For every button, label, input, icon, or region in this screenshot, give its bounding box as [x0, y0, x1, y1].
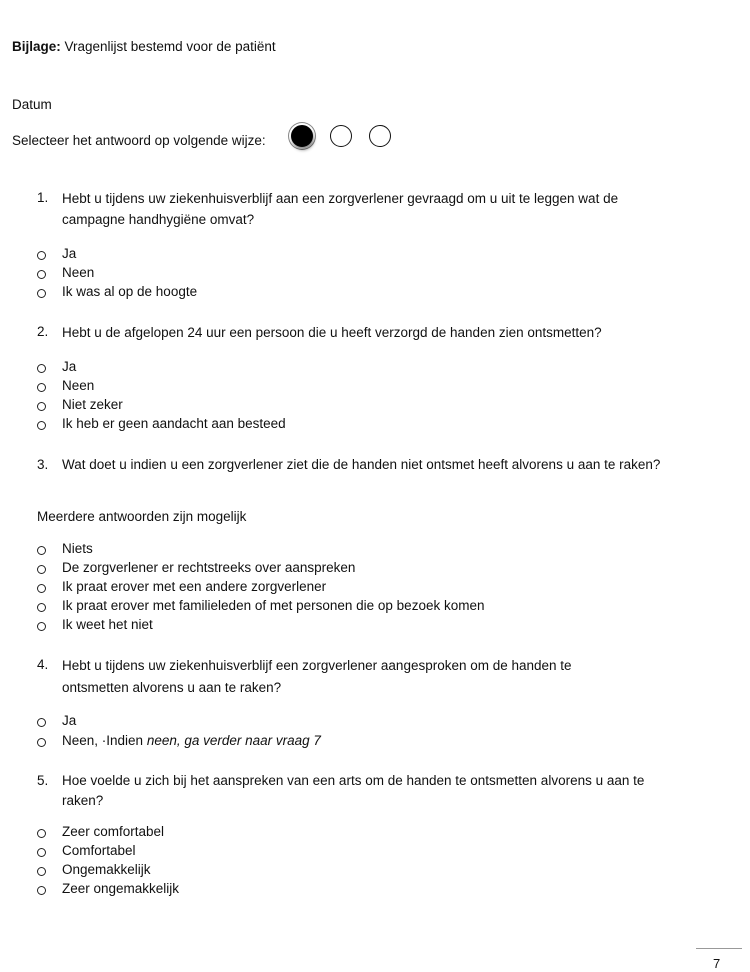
option-label: Neen — [62, 378, 95, 393]
radio-option[interactable] — [37, 718, 46, 727]
datum-label: Datum — [12, 97, 52, 112]
radio-option[interactable] — [37, 867, 46, 876]
radio-option[interactable] — [37, 383, 46, 392]
checkbox-option[interactable] — [37, 603, 46, 612]
option-label: Ik praat erover met familieleden of met personen die op bezoek komen — [62, 598, 485, 613]
option-label: Ik weet het niet — [62, 617, 153, 632]
radio-option[interactable] — [37, 848, 46, 857]
checkbox-option[interactable] — [37, 622, 46, 631]
radio-option[interactable] — [37, 289, 46, 298]
heading-label: Bijlage: — [12, 39, 61, 54]
question-note: Meerdere antwoorden zijn mogelijk — [37, 509, 247, 524]
footer-divider — [696, 948, 742, 949]
radio-option[interactable] — [37, 364, 46, 373]
example-empty-radio-icon — [330, 125, 352, 147]
option-label: Ik heb er geen aandacht aan besteed — [62, 416, 286, 431]
question-number: 1. — [37, 190, 49, 205]
radio-option[interactable] — [37, 829, 46, 838]
radio-option[interactable] — [37, 251, 46, 260]
option-label: Ik praat erover met een andere zorgverlener — [62, 579, 327, 594]
option-label: Zeer comfortabel — [62, 824, 165, 839]
question-number: 4. — [37, 657, 49, 672]
checkbox-option[interactable] — [37, 546, 46, 555]
question-number: 3. — [37, 457, 49, 472]
radio-option[interactable] — [37, 270, 46, 279]
option-label: Ja — [62, 359, 77, 374]
option-label: Ja — [62, 246, 77, 261]
option-label: Neen — [62, 265, 95, 280]
option-label: Ongemakkelijk — [62, 862, 151, 877]
example-empty-radio-icon — [369, 125, 391, 147]
heading-title: Vragenlijst bestemd voor de patiënt — [60, 39, 276, 54]
radio-option[interactable] — [37, 886, 46, 895]
example-filled-radio-icon — [291, 125, 313, 147]
skip-instruction: neen, ga verder naar vraag 7 — [146, 733, 321, 748]
checkbox-option[interactable] — [37, 584, 46, 593]
option-label-with-skip-instruction — [62, 733, 321, 748]
option-label: De zorgverlener er rechtstreeks over aanspreken — [62, 560, 356, 575]
page-number: 7 — [713, 956, 721, 971]
document-heading — [12, 39, 276, 54]
option-label: Niet zeker — [62, 397, 123, 412]
radio-option[interactable] — [37, 738, 46, 747]
question-text: Hebt u tijdens uw ziekenhuisverblijf een zorgverlener aangesproken om de handen te ontsmetten alvorens u aan te raken? — [62, 658, 572, 695]
radio-option[interactable] — [37, 421, 46, 430]
option-label: Niets — [62, 541, 93, 556]
question-text: Hoe voelde u zich bij het aanspreken van een arts om de handen te ontsmetten alvorens u aan te raken? — [62, 773, 645, 808]
option-label: Zeer ongemakkelijk — [62, 881, 180, 896]
instruction-text: Selecteer het antwoord op volgende wijze: — [12, 133, 266, 148]
radio-option[interactable] — [37, 402, 46, 411]
checkbox-option[interactable] — [37, 565, 46, 574]
question-text: Hebt u de afgelopen 24 uur een persoon die u heeft verzorgd de handen zien ontsmetten? — [62, 325, 602, 340]
option-label: Comfortabel — [62, 843, 136, 858]
option-label: Neen, ·Indien — [62, 733, 147, 748]
option-label: Ik was al op de hoogte — [62, 284, 198, 299]
question-number: 2. — [37, 324, 49, 339]
question-text: Wat doet u indien u een zorgverlener ziet die de handen niet ontsmet heeft alvorens u aan te raken? — [62, 457, 661, 472]
option-label: Ja — [62, 713, 77, 728]
question-text: Hebt u tijdens uw ziekenhuisverblijf aan een zorgverlener gevraagd om u uit te leggen wat de campagne handhygiëne omvat? — [62, 191, 619, 227]
question-number: 5. — [37, 773, 49, 788]
